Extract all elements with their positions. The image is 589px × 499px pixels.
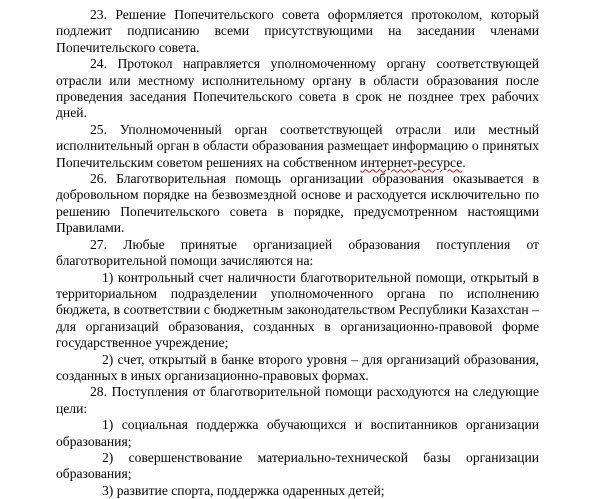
paragraph-27-item-1: 1) контрольный счет наличности благотворительной помощи, открытый в территориальном подразделении уполномоченного органа по исполнению бюджета, в соответствии с бюджетным законодательством Республики Казахстан – для организаций образования, созданных в организационно-правовой форме государственное учреждение; (56, 269, 539, 351)
paragraph-28: 28. Поступления от благотворительной помощи расходуются на следующие цели: (56, 384, 539, 416)
spellcheck-flagged-word[interactable]: интернет-ресурсе (360, 154, 463, 170)
paragraph-28-item-2: 2) совершенствование материально-технической базы организации образования; (56, 449, 539, 482)
paragraph-28-item-1: 1) социальная поддержка обучающихся и воспитанников организации образования; (56, 417, 539, 449)
paragraph-24: 24. Протокол направляется уполномоченному органу соответствующей отрасли или местному исполнительному органу в области образования после проведения заседания Попечительского совета в срок не позднее трех рабочих дней. (56, 56, 539, 121)
paragraph-26: 26. Благотворительная помощь организации образования оказывается в добровольном порядке на безвозмездной основе и расходуется исключительно по решению Попечительского совета в порядке, предусмотренном настоящими Правилами. (56, 171, 539, 236)
paragraph-25-end: . (462, 154, 466, 170)
paragraph-25 (56, 122, 539, 171)
paragraph-28-item-3: 3) развитие спорта, поддержка одаренных детей; (102, 482, 385, 498)
paragraph-25-text: 25. Уполномоченный орган соответствующей отрасли или местный исполнительный орган в области образования размещает информацию о принятых Попечительским советом решениях на собственном (56, 121, 539, 170)
paragraph-27: 27. Любые принятые организацией образования поступления от благотворительной помощи зачисляются на: (56, 236, 539, 269)
paragraph-27-item-2: 2) счет, открытый в банке второго уровня – для организаций образования, созданных в иных организационно-правовых формах. (56, 351, 539, 383)
paragraph-23: 23. Решение Попечительского совета оформляется протоколом, который подлежит подписанию всеми присутствующими на заседании членами Попечительского совета. (56, 7, 539, 55)
